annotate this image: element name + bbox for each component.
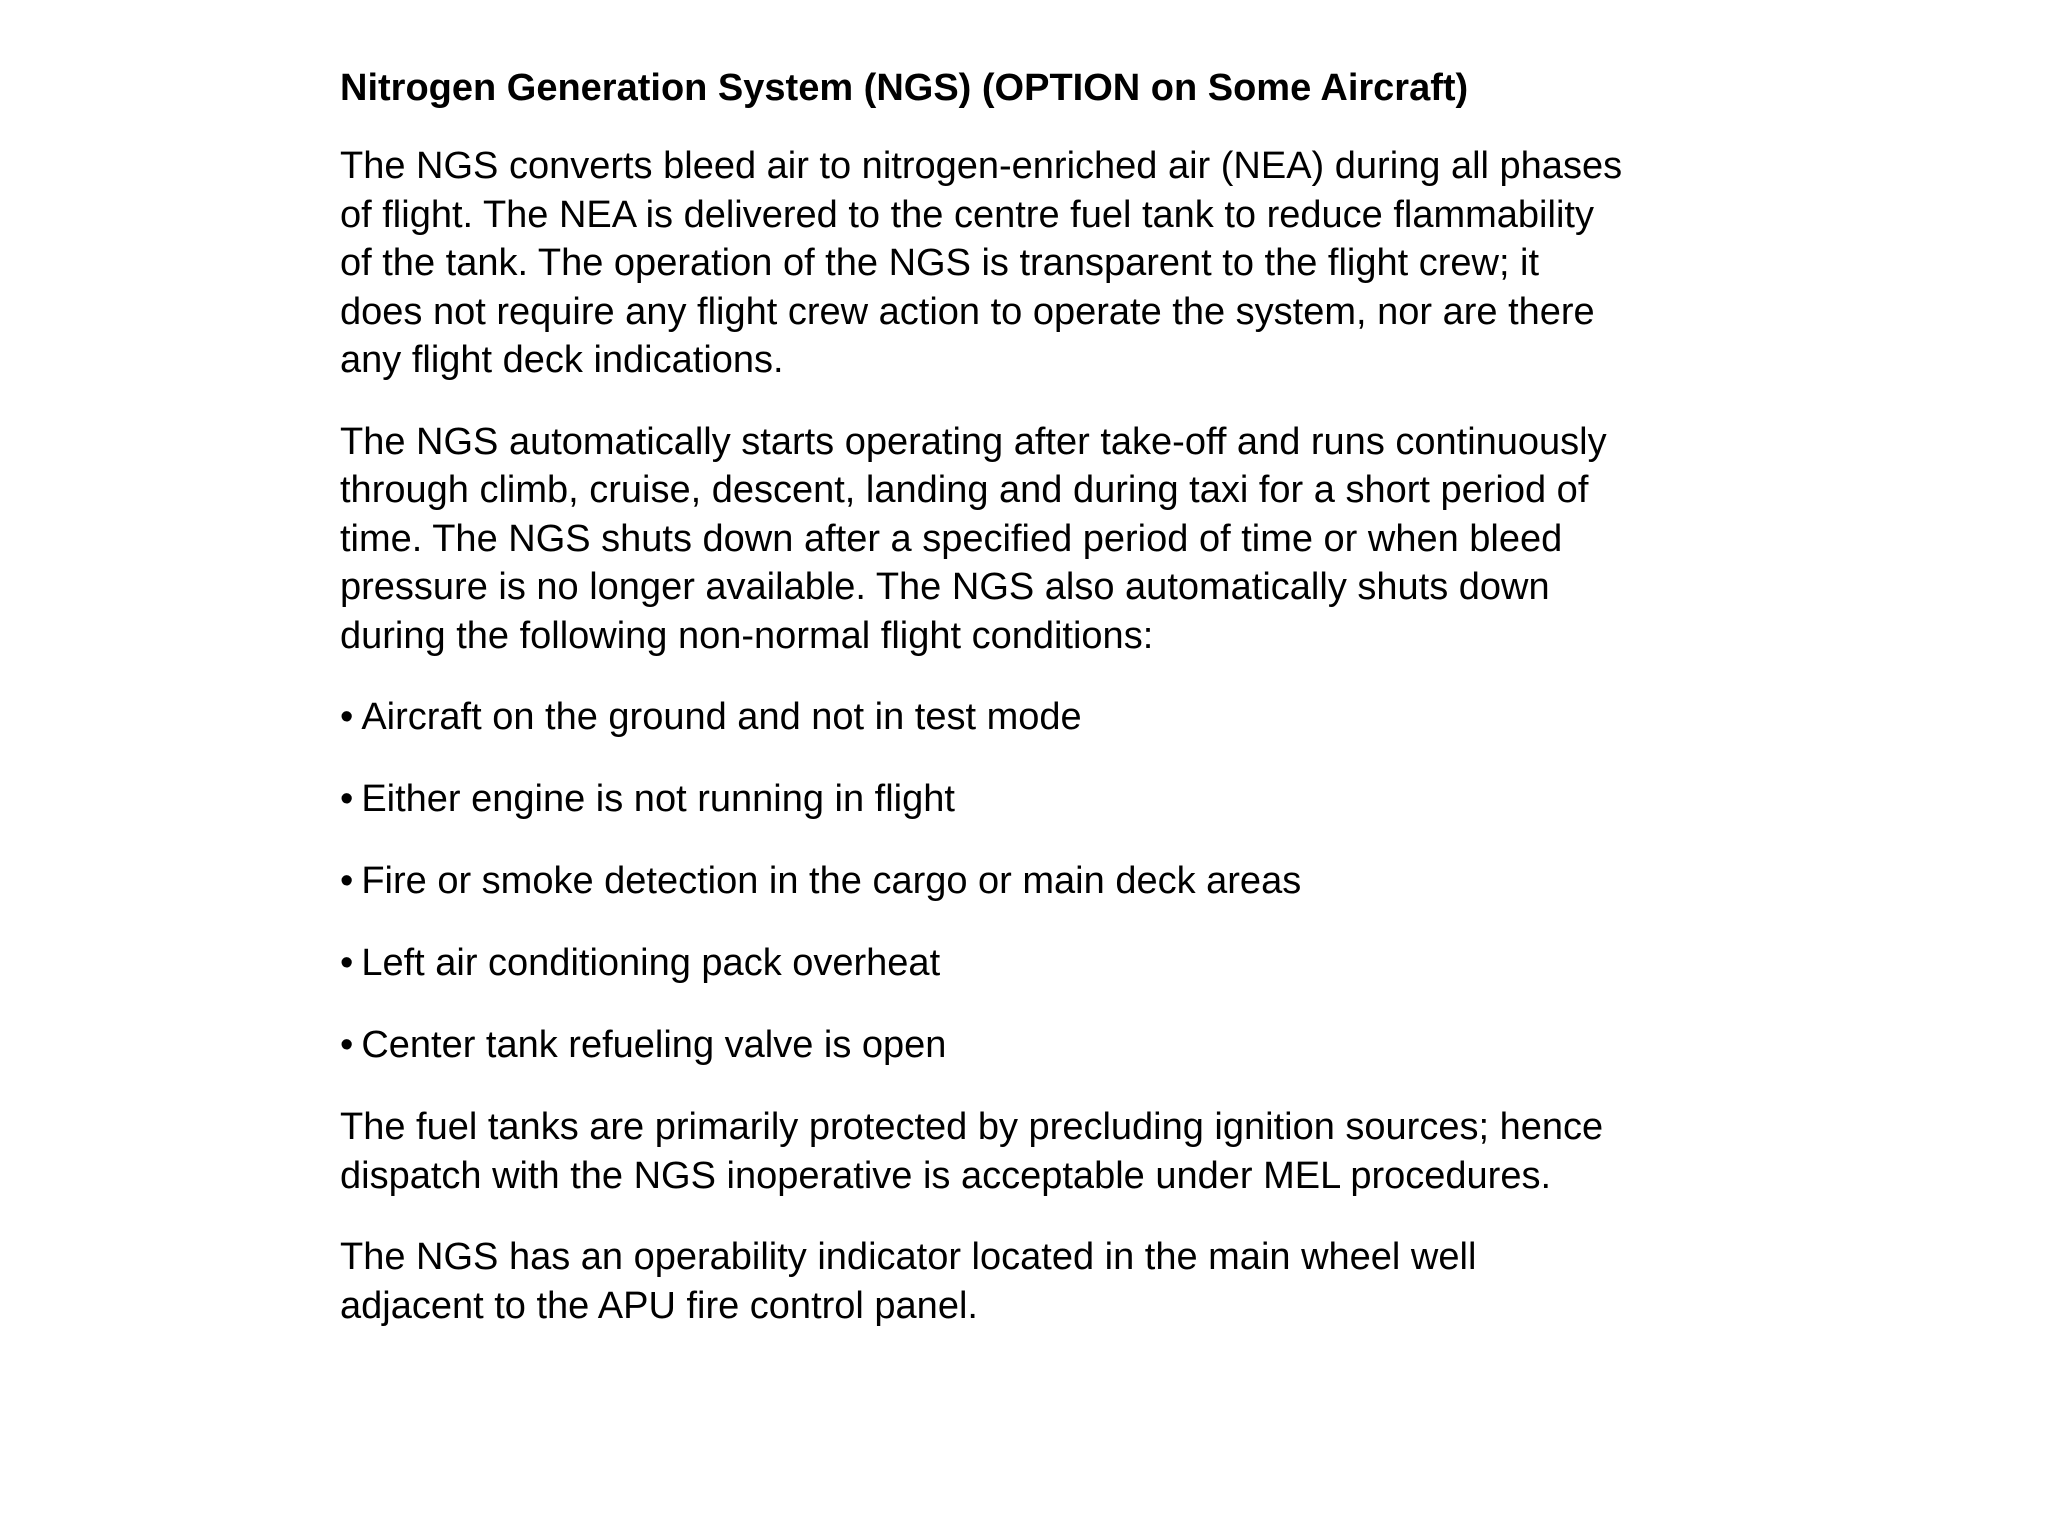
paragraph-line: dispatch with the NGS inoperative is acceptable under MEL procedures. — [340, 1154, 1552, 1197]
paragraph-line: adjacent to the APU fire control panel. — [340, 1284, 978, 1327]
paragraph-line: of flight. The NEA is delivered to the centre fuel tank to reduce flammability — [340, 193, 1594, 236]
bullet-icon: • — [340, 1024, 354, 1066]
paragraph-line: through climb, cruise, descent, landing and during taxi for a short period of — [340, 469, 1589, 511]
paragraph-line: The NGS has an operability indicator located in the main wheel well — [340, 1236, 1477, 1278]
bullet-text: Fire or smoke detection in the cargo or main deck areas — [361, 860, 1302, 902]
paragraph-line: during the following non-normal flight conditions: — [340, 614, 1154, 657]
bullet-item — [340, 693, 1720, 741]
bullet-icon: • — [340, 860, 354, 902]
document-page — [340, 64, 1720, 1363]
paragraph-ngs-description — [340, 142, 1720, 385]
paragraph-line: of the tank. The operation of the NGS is transparent to the flight crew; it — [340, 242, 1540, 284]
bullet-item — [340, 857, 1720, 905]
paragraph-line: time. The NGS shuts down after a specified period of time or when bleed — [340, 517, 1563, 560]
bullet-text: Either engine is not running in flight — [361, 778, 955, 820]
paragraph-dispatch — [340, 1103, 1720, 1200]
paragraph-line: pressure is no longer available. The NGS also automatically shuts down — [340, 566, 1550, 608]
bullet-icon: • — [340, 942, 354, 984]
bullet-icon: • — [340, 696, 354, 738]
paragraph-ngs-operation — [340, 418, 1720, 661]
paragraph-line: any flight deck indications. — [340, 339, 784, 381]
paragraph-line: The fuel tanks are primarily protected by precluding ignition sources; hence — [340, 1106, 1604, 1148]
bullet-icon: • — [340, 778, 354, 820]
paragraph-line: The NGS automatically starts operating after take-off and runs continuously — [340, 420, 1607, 463]
bullet-item — [340, 775, 1720, 823]
bullet-text: Center tank refueling valve is open — [361, 1024, 947, 1066]
bullet-item — [340, 939, 1720, 987]
paragraph-line: The NGS converts bleed air to nitrogen-enriched air (NEA) during all phases — [340, 145, 1623, 187]
document-title: Nitrogen Generation System (NGS) (OPTION on Some Aircraft) — [340, 67, 1469, 109]
bullet-text: Left air conditioning pack overheat — [361, 942, 941, 984]
paragraph-line: does not require any flight crew action to operate the system, nor are there — [340, 290, 1595, 333]
bullet-text: Aircraft on the ground and not in test mode — [361, 696, 1082, 738]
bullet-item — [340, 1021, 1720, 1069]
paragraph-indicator — [340, 1233, 1720, 1330]
